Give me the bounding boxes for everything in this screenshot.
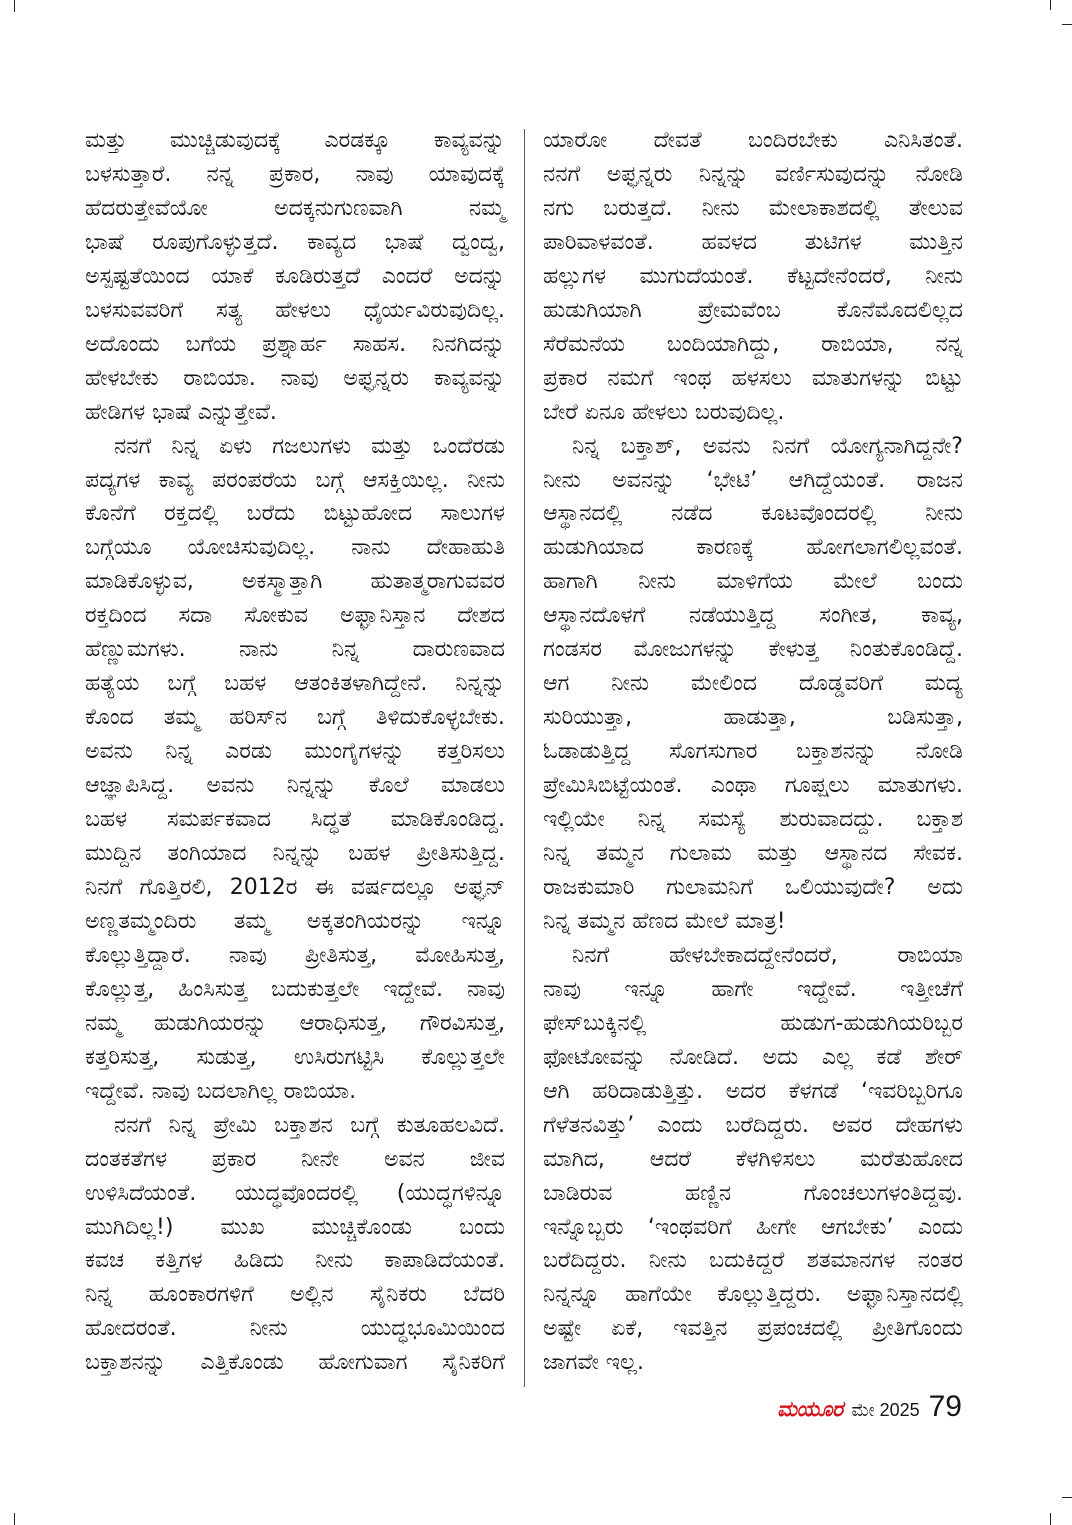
paragraph	[543, 430, 963, 939]
text-line: ಬಾಡಿರುವ ಹಣ್ಣಿನ ಗೊಂಚಲುಗಳಂತಿದ್ದವು.	[543, 1180, 963, 1206]
text-line: ಮುಗಿದಿಲ್ಲ!) ಮುಖ ಮುಚ್ಚಿಕೊಂಡು ಬಂದು	[85, 1214, 505, 1240]
text-line: ಮಾಡಿಕೊಳ್ಳುವ, ಅಕಸ್ಮಾತ್ತಾಗಿ ಹುತಾತ್ಮರಾಗುವವರ	[85, 569, 505, 595]
text-line: ನಿನ್ನ ಹೂಂಕಾರಗಳಿಗೆ ಅಲ್ಲಿನ ಸೈನಿಕರು ಬೆದರಿ	[85, 1282, 505, 1308]
text-line: ಮುದ್ದಿನ ತಂಗಿಯಾದ ನಿನ್ನನ್ನು ಬಹಳ ಪ್ರೀತಿಸುತ್ತಿದ್ದ.	[85, 841, 505, 867]
text-line: ಭಾಷೆ ರೂಪುಗೊಳ್ಳುತ್ತದೆ. ಕಾವ್ಯದ ಭಾಷೆ ದ್ವಂದ್ವ,	[85, 229, 505, 255]
text-line: ಹಾಗಾಗಿ ನೀನು ಮಾಳಿಗೆಯ ಮೇಲೆ ಬಂದು	[543, 569, 963, 595]
text-line: ಆಸ್ಥಾನದಲ್ಲಿ ನಡೆದ ಕೂಟವೊಂದರಲ್ಲಿ ನೀನು	[543, 501, 963, 527]
magazine-logo: ಮಯೂರ	[777, 1397, 843, 1421]
text-line: ಹತ್ಯೆಯ ಬಗ್ಗೆ ಬಹಳ ಆತಂಕಿತಳಾಗಿದ್ದೇನೆ. ನಿನ್ನನ್ನು	[85, 671, 505, 697]
crop-mark	[1062, 24, 1072, 25]
text-line: ಹುಡುಗಿಯಾದ ಕಾರಣಕ್ಕೆ ಹೋಗಲಾಗಲಿಲ್ಲವಂತೆ.	[543, 535, 963, 561]
text-line: ಹೇಳಬೇಕು ರಾಬಿಯಾ. ನಾವು ಅಫ್ಘನ್ನರು ಕಾವ್ಯವನ್ನು	[85, 365, 505, 391]
text-line: ರಕ್ತದಿಂದ ಸದಾ ಸೋಕುವ ಅಫ್ಘಾನಿಸ್ತಾನ ದೇಶದ	[85, 603, 505, 629]
text-line: ಮಾಗಿದ, ಆದರೆ ಕೆಳಗಿಳಿಸಲು ಮರೆತುಹೋದ	[543, 1146, 963, 1172]
text-line: ಬಹಳ ಸಮರ್ಪಕವಾದ ಸಿದ್ಧತೆ ಮಾಡಿಕೊಂಡಿದ್ದ.	[85, 807, 505, 833]
text-line: ನಿನ್ನನ್ನೂ ಹಾಗೆಯೇ ಕೊಲ್ಲುತ್ತಿದ್ದರು. ಅಫ್ಘಾನಿಸ್ತಾನದಲ್ಲಿ	[543, 1282, 963, 1308]
text-line: ಫೇಸ್‌ಬುಕ್ಕಿನಲ್ಲಿ ಹುಡುಗ-ಹುಡುಗಿಯರಿಬ್ಬರ	[543, 1010, 963, 1036]
paragraph	[85, 430, 505, 1109]
text-line: ನಿನಗೆ ಹೇಳಬೇಕಾದದ್ದೇನೆಂದರೆ, ರಾಬಿಯಾ	[572, 942, 963, 968]
text-line: ಸುರಿಯುತ್ತಾ, ಹಾಡುತ್ತಾ, ಬಡಿಸುತ್ತಾ,	[543, 705, 963, 731]
text-line: ಕತ್ತರಿಸುತ್ತ, ಸುಡುತ್ತ, ಉಸಿರುಗಟ್ಟಿಸಿ ಕೊಲ್ಲುತ್ತಲೇ	[85, 1044, 505, 1070]
text-line: ಇನ್ನೊಬ್ಬರು ‘ಇಂಥವರಿಗೆ ಹೀಗೇ ಆಗಬೇಕು’ ಎಂದು	[543, 1214, 963, 1240]
text-line: ಬರೆದಿದ್ದರು. ನೀನು ಬದುಕಿದ್ದರೆ ಶತಮಾನಗಳ ನಂತರ	[543, 1248, 963, 1274]
text-line: ಫೋಟೋವನ್ನು ನೋಡಿದೆ. ಅದು ಎಲ್ಲ ಕಡೆ ಶೇರ್	[543, 1044, 963, 1070]
text-line: ನಿನ್ನ ಬಕ್ತಾಶ್, ಅವನು ನಿನಗೆ ಯೋಗ್ಯನಾಗಿದ್ದನೇ?	[572, 433, 963, 459]
text-line: ಆಸ್ಥಾನದೊಳಗೆ ನಡೆಯುತ್ತಿದ್ದ ಸಂಗೀತ, ಕಾವ್ಯ,	[543, 603, 963, 629]
paragraph	[85, 124, 505, 430]
text-line: ಆಗಿ ಹರಿದಾಡುತ್ತಿತ್ತು. ಅದರ ಕೆಳಗಡೆ ‘ಇವರಿಬ್ಬರಿಗೂ	[543, 1078, 963, 1104]
text-line: ಯಾರೋ ದೇವತೆ ಬಂದಿರಬೇಕು ಎನಿಸಿತಂತೆ.	[543, 128, 963, 153]
text-line: ಕೊನೆಗೆ ರಕ್ತದಲ್ಲಿ ಬರೆದು ಬಿಟ್ಟುಹೋದ ಸಾಲುಗಳ	[85, 501, 505, 527]
text-line: ಬಕ್ತಾಶನನ್ನು ಎತ್ತಿಕೊಂಡು ಹೋಗುವಾಗ ಸೈನಿಕರಿಗೆ	[85, 1350, 505, 1376]
text-line: ಆಗ ನೀನು ಮೇಲಿಂದ ದೊಡ್ಡವರಿಗೆ ಮದ್ಯ	[543, 671, 963, 697]
text-line: ಕೊಲ್ಲುತ್ತಿದ್ದಾರೆ. ನಾವು ಪ್ರೀತಿಸುತ್ತ, ಮೋಹಿಸುತ್ತ,	[85, 942, 505, 968]
text-line: ಇದ್ದೇವೆ. ನಾವು ಬದಲಾಗಿಲ್ಲ ರಾಬಿಯಾ.	[85, 1078, 357, 1104]
text-line: ಪ್ರಕಾರ ನಮಗೆ ಇಂಥ ಹಳಸಲು ಮಾತುಗಳನ್ನು ಬಿಟ್ಟು	[543, 365, 963, 391]
crop-mark	[1062, 1497, 1072, 1498]
paragraph	[543, 124, 963, 430]
text-line: ರಾಜಕುಮಾರಿ ಗುಲಾಮನಿಗೆ ಒಲಿಯುವುದೇ? ಅದು	[543, 874, 963, 900]
text-line: ಉಳಿಸಿದೆಯಂತೆ. ಯುದ್ಧವೊಂದರಲ್ಲಿ (ಯುದ್ಧಗಳಿನ್ನೂ	[85, 1180, 505, 1206]
page-number: 79	[928, 1390, 962, 1423]
text-line: ಬಳಸುವವರಿಗೆ ಸತ್ಯ ಹೇಳಲು ಧೈರ್ಯವಿರುವುದಿಲ್ಲ.	[85, 297, 505, 323]
right-column	[543, 124, 963, 1380]
text-line: ಮತ್ತು ಮುಚ್ಚಿಡುವುದಕ್ಕೆ ಎರಡಕ್ಕೂ ಕಾವ್ಯವನ್ನು	[85, 128, 505, 153]
text-line: ಓಡಾಡುತ್ತಿದ್ದ ಸೊಗಸುಗಾರ ಬಕ್ತಾಶನನ್ನು ನೋಡಿ	[543, 739, 963, 765]
text-line: ನನಗೆ ನಿನ್ನ ಪ್ರೇಮಿ ಬಕ್ತಾಶನ ಬಗ್ಗೆ ಕುತೂಹಲವಿದೆ.	[114, 1112, 505, 1138]
text-line: ಪ್ರೇಮಿಸಿಬಿಟ್ಟೆಯಂತೆ. ಎಂಥಾ ಗೂಪ್ಷಲು ಮಾತುಗಳು.	[543, 773, 963, 799]
column-divider	[524, 129, 525, 1387]
text-line: ಜಾಗವೇ ಇಲ್ಲ.	[543, 1350, 644, 1376]
text-line: ಗಂಡಸರ ಮೋಜುಗಳನ್ನು ಕೇಳುತ್ತ ನಿಂತುಕೊಂಡಿದ್ದೆ.	[543, 637, 963, 663]
text-line: ಬೇರೆ ಏನೂ ಹೇಳಲು ಬರುವುದಿಲ್ಲ.	[543, 399, 785, 425]
crop-mark	[1050, 1513, 1051, 1525]
text-line: ಕೊಂದ ತಮ್ಮ ಹರಿಸ್‌ನ ಬಗ್ಗೆ ತಿಳಿದುಕೊಳ್ಳಬೇಕು.	[85, 705, 505, 731]
left-column	[85, 124, 505, 1380]
text-line: ನಿನ್ನ ತಮ್ಮನ ಗುಲಾಮ ಮತ್ತು ಆಸ್ಥಾನದ ಸೇವಕ.	[543, 841, 963, 867]
text-line: ಕವಚ ಕತ್ತಿಗಳ ಹಿಡಿದು ನೀನು ಕಾಪಾಡಿದೆಯಂತೆ.	[85, 1248, 505, 1274]
text-line: ಸೆರೆಮನೆಯ ಬಂದಿಯಾಗಿದ್ದು, ರಾಬಿಯಾ, ನನ್ನ	[543, 331, 963, 357]
page-footer	[700, 1390, 962, 1430]
crop-mark	[14, 0, 15, 12]
text-line: ಹೆಣ್ಣುಮಗಳು. ನಾನು ನಿನ್ನ ದಾರುಣವಾದ	[85, 637, 505, 663]
text-line: ನಾವು ಇನ್ನೂ ಹಾಗೇ ಇದ್ದೇವೆ. ಇತ್ತೀಚೆಗೆ	[543, 976, 963, 1002]
text-line: ನಗು ಬರುತ್ತದೆ. ನೀನು ಮೇಲಾಕಾಶದಲ್ಲಿ ತೇಲುವ	[543, 195, 963, 221]
text-line: ದಂತಕತೆಗಳ ಪ್ರಕಾರ ನೀನೇ ಅವನ ಜೀವ	[85, 1146, 505, 1172]
text-line: ನನಗೆ ಅಫ್ಘನ್ನರು ನಿನ್ನನ್ನು ವರ್ಣಿಸುವುದನ್ನು ನೋಡಿ	[543, 161, 963, 187]
crop-mark	[14, 1513, 15, 1525]
text-line: ಅದೊಂದು ಬಗೆಯ ಪ್ರಶ್ನಾರ್ಹ ಸಾಹಸ. ನಿನಗಿದನ್ನು	[85, 331, 505, 357]
text-line: ಹೋದರಂತೆ. ನೀನು ಯುದ್ಧಭೂಮಿಯಿಂದ	[85, 1316, 505, 1342]
text-line: ಬಳಸುತ್ತಾರೆ. ನನ್ನ ಪ್ರಕಾರ, ನಾವು ಯಾವುದಕ್ಕೆ	[85, 161, 505, 187]
text-line: ಕೊಲ್ಲುತ್ತ, ಹಿಂಸಿಸುತ್ತ ಬದುಕುತ್ತಲೇ ಇದ್ದೇವೆ. ನಾವು	[85, 976, 505, 1002]
text-line: ಹೇಡಿಗಳ ಭಾಷೆ ಎನ್ನುತ್ತೇವೆ.	[85, 399, 277, 425]
text-line: ಆಜ್ಞಾಪಿಸಿದ್ದ. ಅವನು ನಿನ್ನನ್ನು ಕೊಲೆ ಮಾಡಲು	[85, 773, 505, 799]
text-line: ಪಾರಿವಾಳವಂತೆ. ಹವಳದ ತುಟಿಗಳ ಮುತ್ತಿನ	[543, 229, 963, 255]
text-line: ಅಸ್ಪಷ್ಟತೆಯಿಂದ ಯಾಕೆ ಕೂಡಿರುತ್ತದೆ ಎಂದರೆ ಅದನ್ನು	[85, 263, 505, 289]
text-line: ಹುಡುಗಿಯಾಗಿ ಪ್ರೇಮವೆಂಬ ಕೊನೆಮೊದಲಿಲ್ಲದ	[543, 297, 963, 323]
text-line: ಅಷ್ಟೇ ಏಕೆ, ಇವತ್ತಿನ ಪ್ರಪಂಚದಲ್ಲಿ ಪ್ರೀತಿಗೊಂದು	[543, 1316, 963, 1342]
text-line: ಅಣ್ಣತಮ್ಮಂದಿರು ತಮ್ಮ ಅಕ್ಕತಂಗಿಯರನ್ನು ಇನ್ನೂ	[85, 908, 505, 934]
text-line: ಹಲ್ಲುಗಳ ಮುಗುದೆಯಂತೆ. ಕೆಟ್ಟದೇನೆಂದರೆ, ನೀನು	[543, 263, 963, 289]
text-line: ನಿನ್ನ ತಮ್ಮನ ಹೆಣದ ಮೇಲೆ ಮಾತ್ರ!	[543, 908, 786, 934]
text-line: ಇಲ್ಲಿಯೇ ನಿನ್ನ ಸಮಸ್ಯೆ ಶುರುವಾದದ್ದು. ಬಕ್ತಾಶ	[543, 807, 963, 833]
text-line: ಹೆದರುತ್ತೇವೆಯೋ ಅದಕ್ಕನುಗುಣವಾಗಿ ನಮ್ಮ	[85, 195, 505, 221]
issue-date: ಮೇ 2025	[851, 1400, 920, 1420]
text-line: ನೀನು ಅವನನ್ನು ‘ಭೇಟಿ’ ಆಗಿದ್ದೆಯಂತೆ. ರಾಜನ	[543, 467, 963, 493]
text-line: ಪದ್ಯಗಳ ಕಾವ್ಯ ಪರಂಪರೆಯ ಬಗ್ಗೆ ಆಸಕ್ತಿಯಿಲ್ಲ. ನೀನು	[85, 467, 505, 493]
text-line: ಬಗ್ಗೆಯೂ ಯೋಚಿಸುವುದಿಲ್ಲ. ನಾನು ದೇಹಾಹುತಿ	[85, 535, 505, 561]
text-line: ನಿನಗೆ ಗೊತ್ತಿರಲಿ, 2012ರ ಈ ವರ್ಷದಲ್ಲೂ ಅಫ್ಘನ್	[85, 874, 505, 900]
text-line: ಅವನು ನಿನ್ನ ಎರಡು ಮುಂಗೈಗಳನ್ನು ಕತ್ತರಿಸಲು	[85, 739, 505, 765]
text-line: ನನಗೆ ನಿನ್ನ ಏಳು ಗಜಲುಗಳು ಮತ್ತು ಒಂದೆರಡು	[114, 433, 505, 459]
paragraph	[85, 1109, 505, 1381]
text-line: ನಮ್ಮ ಹುಡುಗಿಯರನ್ನು ಆರಾಧಿಸುತ್ತ, ಗೌರವಿಸುತ್ತ,	[85, 1010, 505, 1036]
text-line: ಗೆಳೆತನವಿತ್ತು’ ಎಂದು ಬರೆದಿದ್ದರು. ಅವರ ದೇಹಗಳು	[543, 1112, 963, 1138]
crop-mark	[1050, 0, 1051, 10]
paragraph	[543, 939, 963, 1380]
